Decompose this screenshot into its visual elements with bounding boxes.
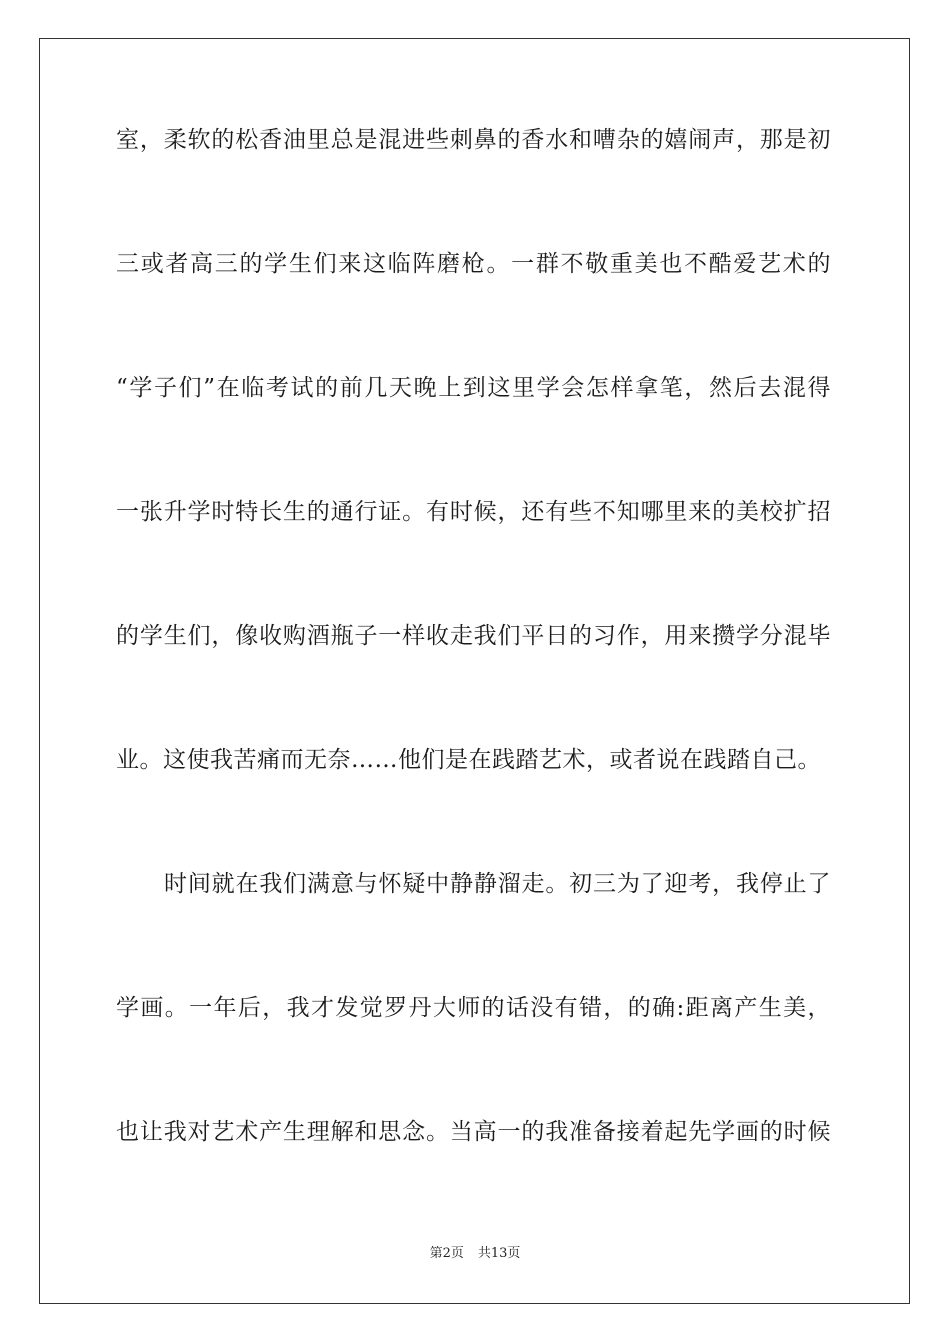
page-footer [0, 1246, 950, 1262]
text-line-6: 业。这使我苦痛而无奈……他们是在践踏艺术，或者说在践踏自己。 [116, 747, 821, 773]
text-line-5: 的学生们，像收购酒瓶子一样收走我们平日的习作，用来攒学分混毕 [116, 623, 831, 649]
text-line-4: 一张升学时特长生的通行证。有时候，还有些不知哪里来的美校扩招 [116, 499, 831, 525]
page-number: 第2页 [429, 1246, 464, 1261]
text-line-8: 学画。一年后，我才发觉罗丹大师的话没有错，的确:距离产生美， [116, 995, 831, 1021]
document-body [116, 128, 831, 1244]
text-line-1: 室，柔软的松香油里总是混进些刺鼻的香水和嘈杂的嬉闹声，那是初 [116, 127, 831, 153]
text-line-2: 三或者高三的学生们来这临阵磨枪。一群不敬重美也不酷爱艺术的 [116, 251, 831, 277]
text-line-7: 时间就在我们满意与怀疑中静静溜走。初三为了迎考，我停止了 [164, 871, 831, 897]
text-line-9: 也让我对艺术产生理解和思念。当高一的我准备接着起先学画的时候 [116, 1119, 831, 1145]
page-total: 共13页 [477, 1246, 521, 1261]
text-line-3: “学子们”在临考试的前几天晚上到这里学会怎样拿笔，然后去混得 [116, 375, 831, 401]
